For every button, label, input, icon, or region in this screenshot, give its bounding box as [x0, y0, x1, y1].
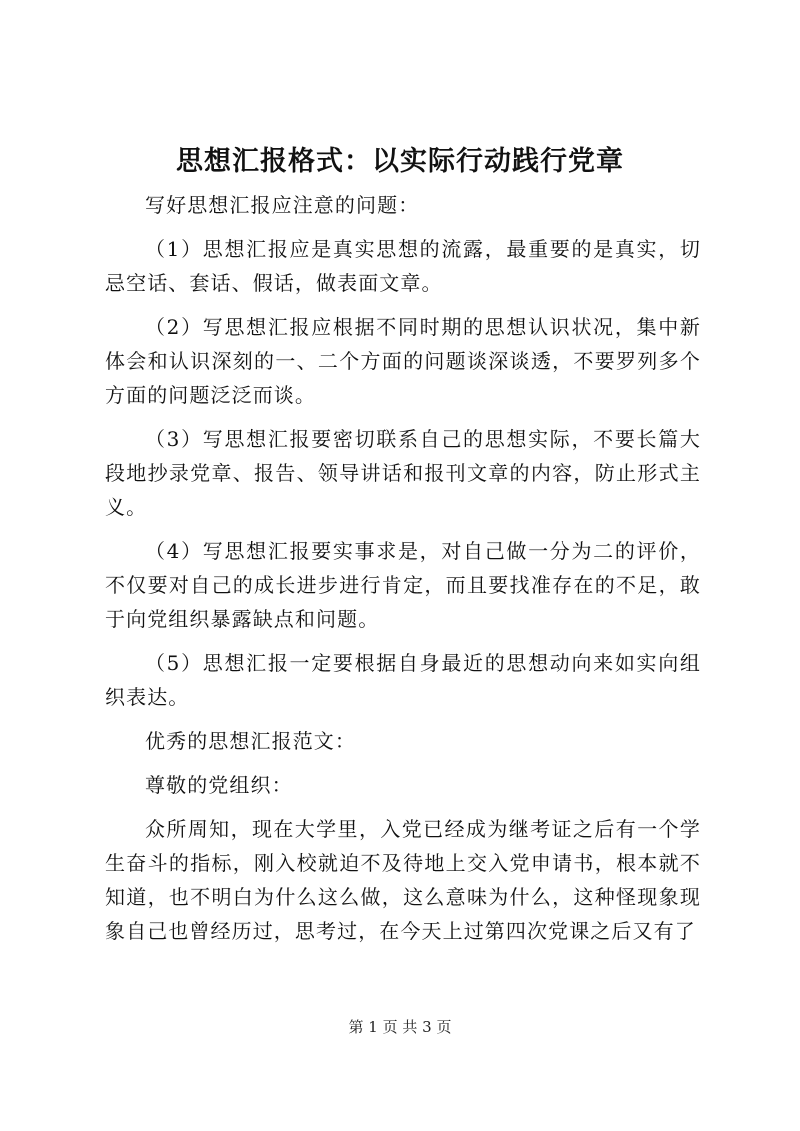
paragraph-sample-heading: 优秀的思想汇报范文： — [145, 729, 356, 753]
page-footer: 第 1 页 共 3 页 — [348, 1018, 452, 1036]
paragraph-intro: 写好思想汇报应注意的问题： — [145, 193, 420, 217]
paragraph-point-5: （5）思想汇报一定要根据自身最近的思想动向来如实向组织表达。 — [105, 651, 701, 709]
paragraph-point-4: （4）写思想汇报要实事求是，对自己做一分为二的评价，不仅要对自己的成长进步进行肯定，而且要找准存在的不足，敢于向党组织暴露缺点和问题。 — [105, 539, 701, 631]
document-body — [105, 188, 701, 958]
paragraph-point-2: （2）写思想汇报应根据不同时期的思想认识状况，集中新体会和认识深刻的一、二个方面的问题谈深谈透，不要罗列多个方面的问题泛泛而谈。 — [105, 315, 701, 407]
document-title: 思想汇报格式：以实际行动践行党章 — [176, 146, 624, 177]
paragraph-point-1: （1）思想汇报应是真实思想的流露，最重要的是真实，切忌空话、套话、假话，做表面文章。 — [105, 237, 701, 295]
paragraph-point-3: （3）写思想汇报要密切联系自己的思想实际，不要长篇大段地抄录党章、报告、领导讲话和报刊文章的内容，防止形式主义。 — [105, 427, 701, 519]
paragraph-salutation: 尊敬的党组织： — [145, 773, 293, 797]
paragraph-sample-body: 众所周知，现在大学里，入党已经成为继考证之后有一个学生奋斗的指标，刚入校就迫不及待地上交入党申请书，根本就不知道，也不明白为什么这么做，这么意味为什么，这种怪现象现象自己也曾经历过，思考过，在今天上过第四次党课之后又有了 — [105, 817, 701, 943]
